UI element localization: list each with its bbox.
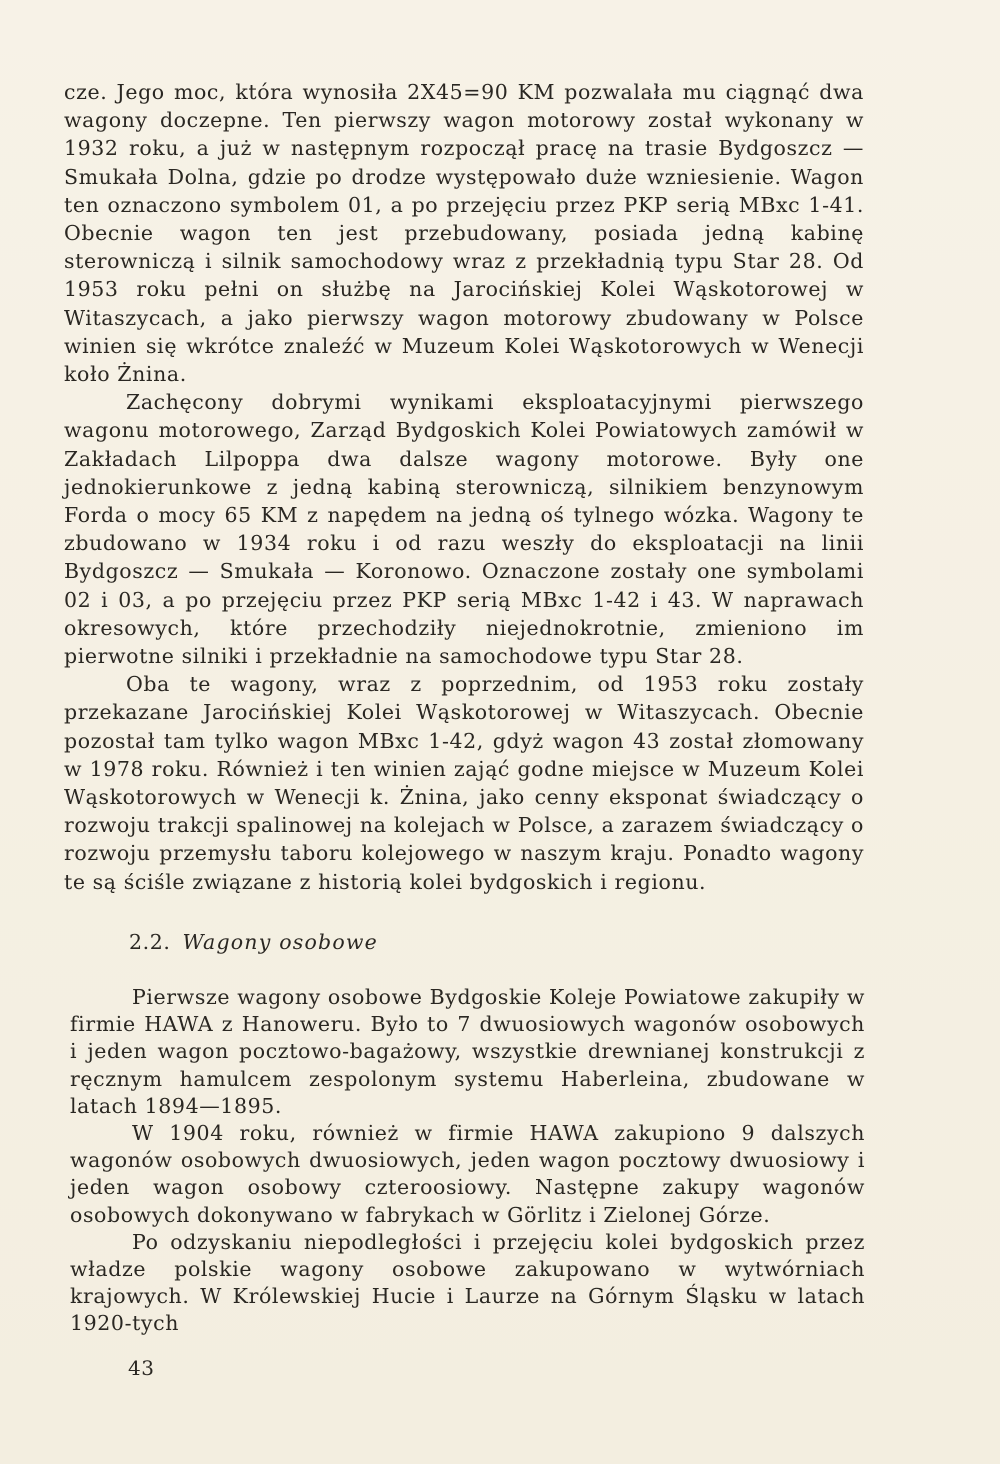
paragraph-5: W 1904 roku, również w firmie HAWA zakupiono 9 dalszych wagonów osobowych dwuosiowych, jeden wagon pocztowy dwuosiowy i jeden wagon osobowy czteroosiowy. Następne zakupy wagonów osobowych dokonywano w fabrykach w Görlitz i Zielonej Górze. xyxy=(70,1121,865,1227)
page-number: 43 xyxy=(128,1356,155,1380)
body-text-top xyxy=(64,78,864,896)
paragraph-4: Pierwsze wagony osobowe Bydgoskie Koleje Powiatowe zakupiły w firmie HAWA z Hanoweru. Było to 7 dwuosiowych wagonów osobowych i jeden wagon pocztowo-bagażowy, wszystkie drewnianej konstrukcji z ręcznym hamulcem zespolonym systemu Haberleina, zbudowane w latach 1894—1895. xyxy=(70,985,865,1118)
body-text-bottom xyxy=(70,984,865,1338)
paragraph-3: Oba te wagony, wraz z poprzednim, od 1953 roku zostały przekazane Jarocińskiej Kolei Wąskotorowej w Witaszycach. Obecnie pozostał tam tylko wagon MBxc 1-42, gdyż wagon 43 został złomowany w 1978 roku. Również i ten winien zająć godne miejsce w Muzeum Kolei Wąskotorowych w Wenecji k. Żnina, jako cenny eksponat świadczący o rozwoju trakcji spalinowej na kolejach w Polsce, a zarazem świadczący o rozwoju przemysłu taboru kolejowego w naszym kraju. Ponadto wagony te są ściśle związane z historią kolei bydgoskich i regionu. xyxy=(64,672,864,894)
section-heading xyxy=(129,930,378,954)
paragraph-6: Po odzyskaniu niepodległości i przejęciu kolei bydgoskich przez władze polskie wagony osobowe zakupowano w wytwórniach krajowych. W Królewskiej Hucie i Laurze na Górnym Śląsku w latach 1920-tych xyxy=(70,1229,865,1336)
paragraph-1: cze. Jego moc, która wynosiła 2X45=90 KM pozwalała mu ciągnąć dwa wagony doczepne. Ten pierwszy wagon motorowy został wykonany w 1932 roku, a już w następnym rozpoczął pracę na trasie Bydgoszcz — Smukała Dolna, gdzie po drodze występowało duże wzniesienie. Wagon ten oznaczono symbolem 01, a po przejęciu przez PKP serią MBxc 1-41. Obecnie wagon ten jest przebudowany, posiada jedną kabinę sterowniczą i silnik samochodowy wraz z przekładnią typu Star 28. Od 1953 roku pełni on służbę na Jarocińskiej Kolei Wąskotorowej w Witaszycach, a jako pierwszy wagon motorowy zbudowany w Polsce winien się wkrótce znaleźć w Muzeum Kolei Wąskotorowych w Wenecji koło Żnina. xyxy=(64,80,864,387)
section-title: Wagony osobowe xyxy=(182,930,378,954)
section-number: 2.2. xyxy=(129,930,171,954)
paragraph-2: Zachęcony dobrymi wynikami eksploatacyjnymi pierwszego wagonu motorowego, Zarząd Bydgoskich Kolei Powiatowych zamówił w Zakładach Lilpoppa dwa dalsze wagony motorowe. Były one jednokierunkowe z jedną kabiną sterowniczą, silnikiem benzynowym Forda o mocy 65 KM z napędem na jedną oś tylnego wózka. Wagony te zbudowano w 1934 roku i od razu weszły do eksploatacji na linii Bydgoszcz — Smukała — Koronowo. Oznaczone zostały one symbolami 02 i 03, a po przejęciu przez PKP serią MBxc 1-42 i 43. W naprawach okresowych, które przechodziły niejednokrotnie, zmieniono im pierwotne silniki i przekładnie na samochodowe typu Star 28. xyxy=(64,390,864,669)
